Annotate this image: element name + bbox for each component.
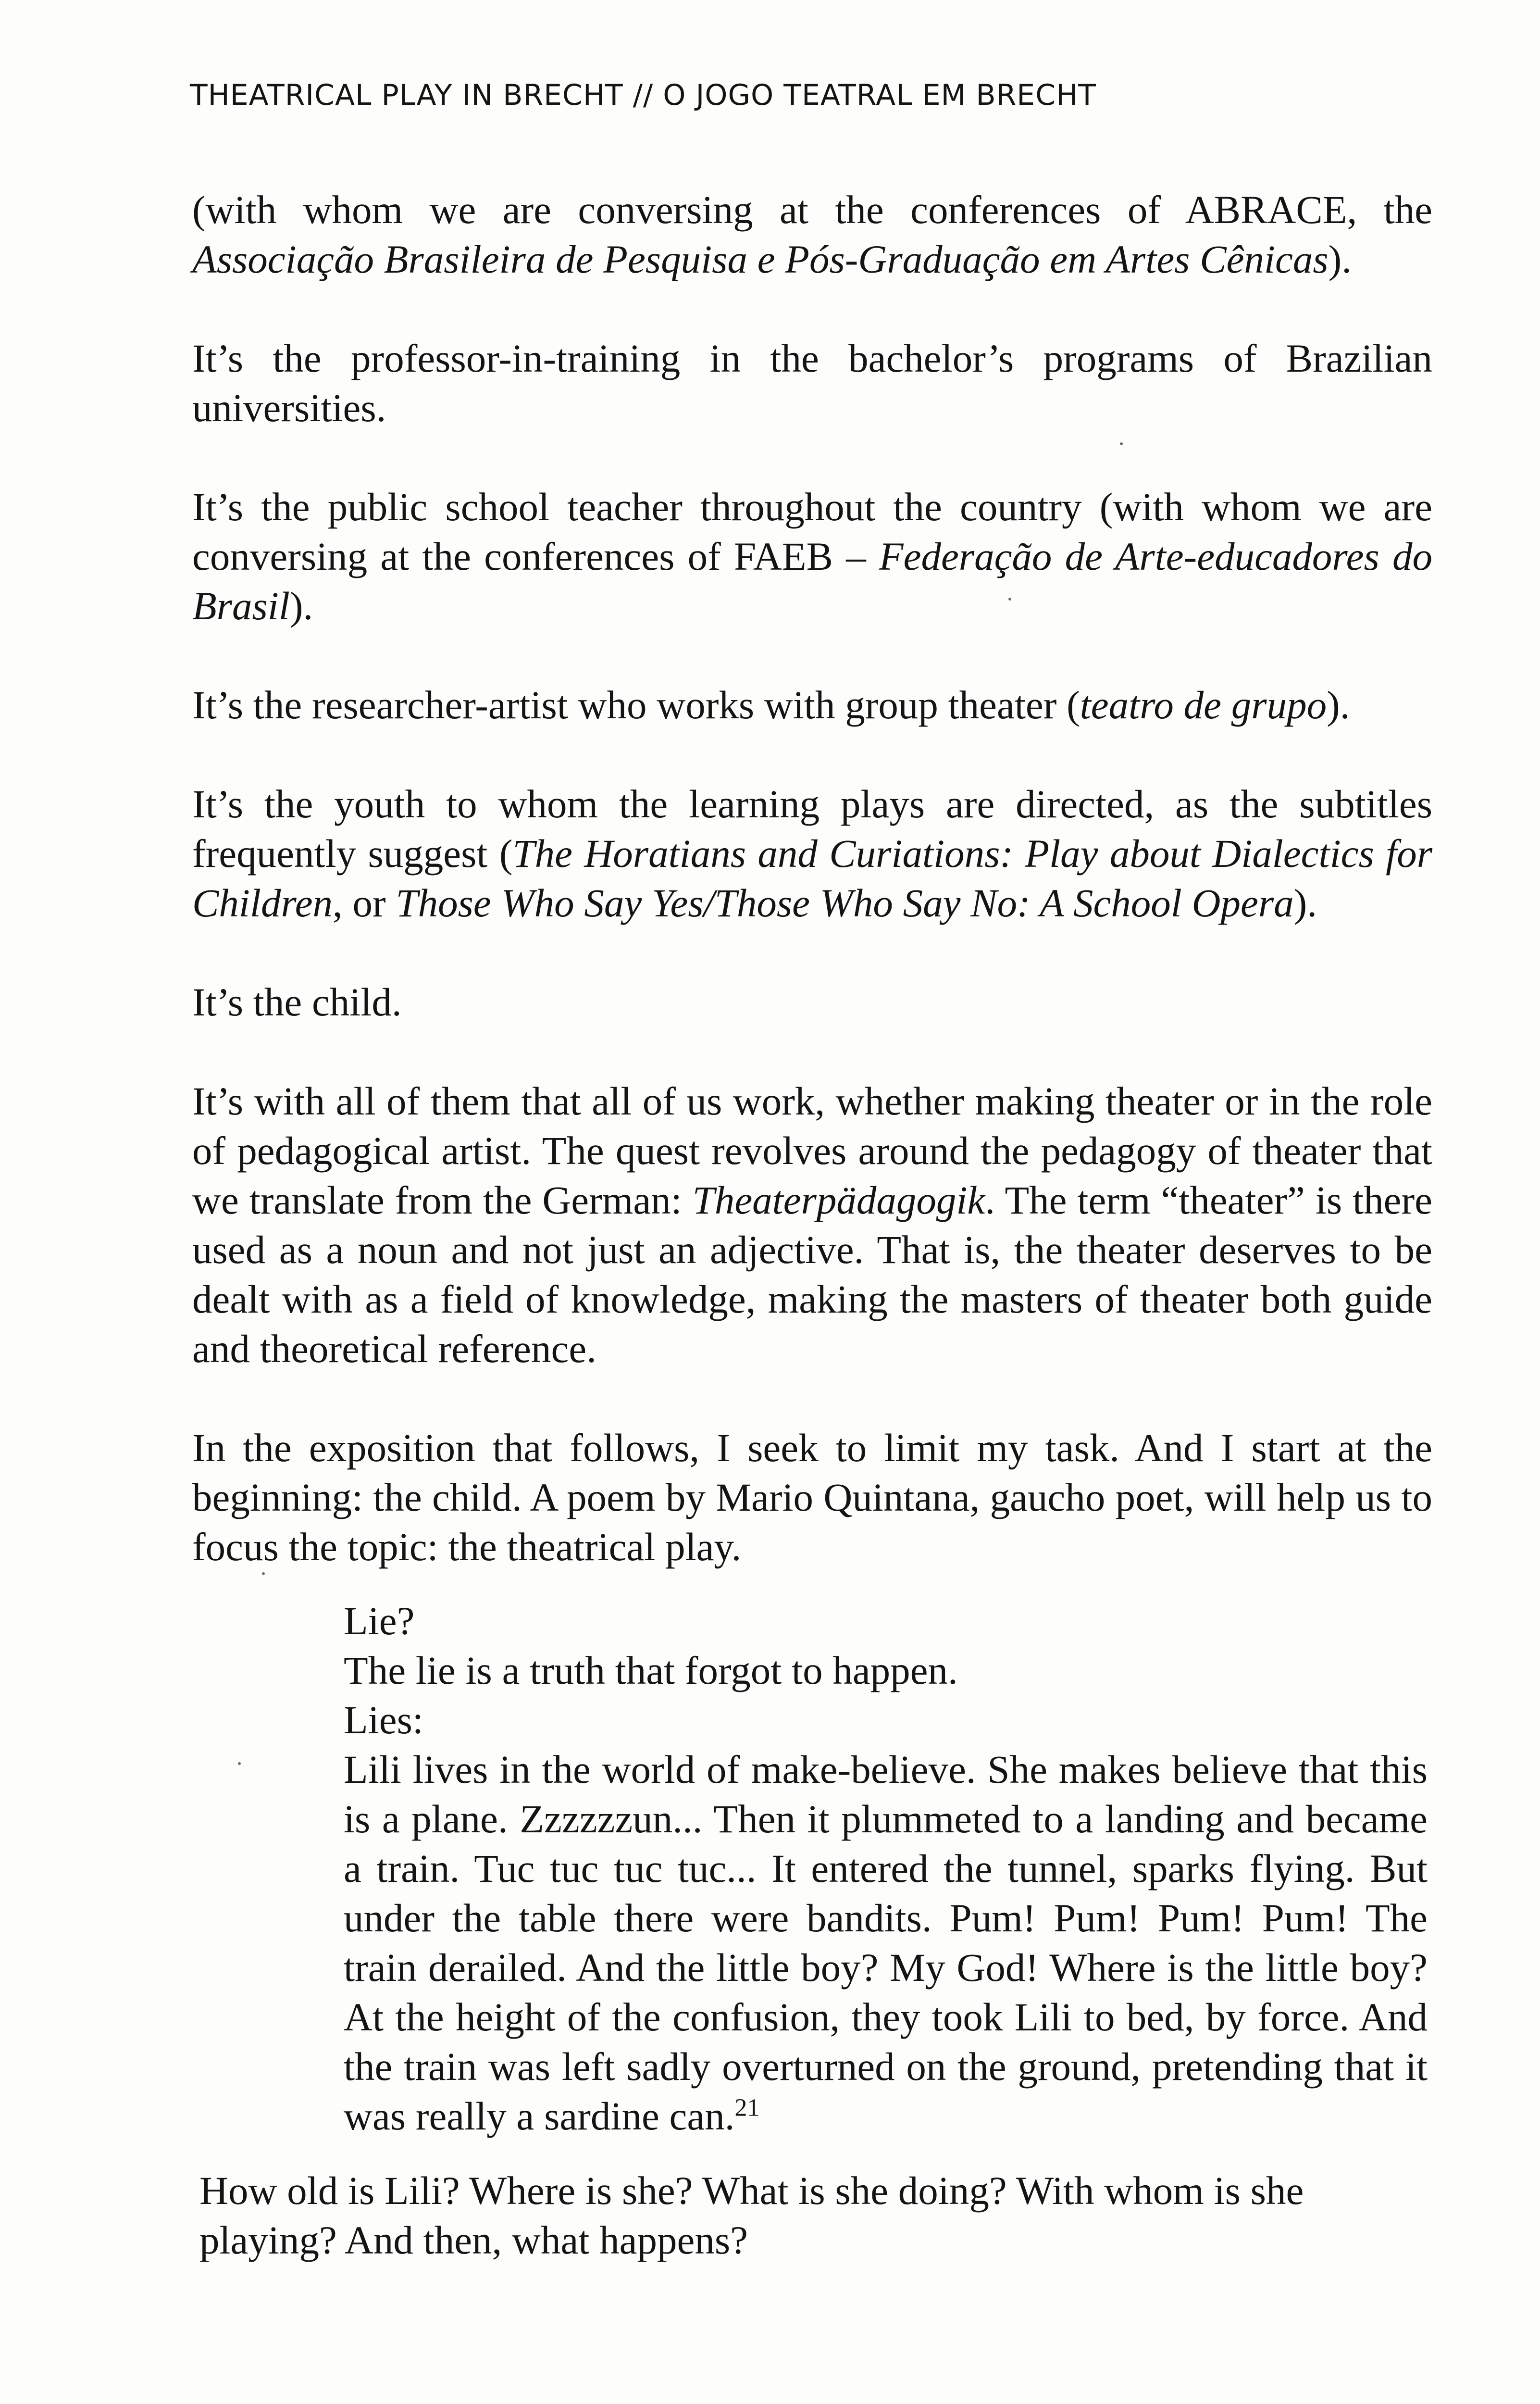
text-run: It’s the youth to whom the learning plays are directed, as the subtitles frequently suggest (	[192, 782, 1432, 876]
text-run: ).	[1328, 237, 1352, 281]
block-quote-poem	[344, 1596, 1428, 2141]
italic-text: teatro de grupo	[1080, 683, 1327, 727]
footnote-reference: 21	[734, 2094, 760, 2122]
scan-speck	[1120, 442, 1123, 445]
scan-speck	[238, 1762, 241, 1765]
paragraph	[192, 1077, 1432, 1374]
paragraph: In the exposition that follows, I seek to limit my task. And I start at the beginning: the child. A poem by Mario Quintana, gaucho poet, will help us to focus the topic: the theatrical play.	[192, 1426, 1432, 1569]
text-run: It’s the researcher-artist who works with group theater (	[192, 683, 1080, 727]
paragraph: How old is Lili? Where is she? What is she doing? With whom is she playing? And then, what happens?	[199, 2168, 1304, 2262]
paragraph	[192, 185, 1432, 284]
italic-text: Those Who Say Yes/Those Who Say No: A School Opera	[396, 881, 1294, 925]
poem-line: Lie?	[344, 1599, 415, 1643]
scan-speck	[1008, 598, 1011, 601]
text-run: . The term “theater” is there used as a noun and not just an adjective. That is, the theater deserves to be dealt with as a field of knowledge, making the masters of theater both guide and theoretical reference.	[192, 1178, 1432, 1371]
paragraph	[192, 482, 1432, 631]
poem-text: Lili lives in the world of make-believe. She makes believe that this is a plane. Zzzzzzun... Then it plummeted to a landing and became a train. Tuc tuc tuc tuc... It entered the tunnel, sparks flying. But under the table there were bandits. Pum! Pum! Pum! Pum! The train derailed. And the little boy? My God! Where is the little boy? At the height of the confusion, they took Lili to bed, by force. And the train was left sadly overturned on the ground, pretending that it was really a sardine can.	[344, 1747, 1428, 2138]
text-run: (with whom we are conversing at the conferences of ABRACE, the	[192, 188, 1432, 232]
italic-text: The Horatians and Curiations: Play about Dialectics for Children	[192, 831, 1433, 925]
text-run: ).	[1293, 881, 1317, 925]
body-text	[192, 185, 1432, 1572]
closing-paragraph	[199, 2166, 1440, 2265]
text-run: It’s the public school teacher throughout the country (with whom we are conversing at the conferences of FAEB –	[192, 485, 1432, 578]
poem-line: Lies:	[344, 1698, 423, 1742]
italic-text: Associação Brasileira de Pesquisa e Pós-Graduação em Artes Cênicas	[192, 237, 1329, 281]
text-run: It’s with all of them that all of us work, whether making theater or in the role of pedagogical artist. The quest revolves around the pedagogy of theater that we translate from the German:	[192, 1079, 1432, 1222]
scan-speck	[262, 1572, 265, 1575]
italic-text: Theaterpädagogik	[692, 1178, 985, 1222]
paragraph: It’s the child.	[192, 980, 402, 1024]
text-run: ).	[289, 584, 313, 628]
paragraph	[192, 680, 1432, 730]
running-header: THEATRICAL PLAY IN BRECHT // O JOGO TEATRAL EM BRECHT	[190, 78, 1096, 112]
text-run: ).	[1327, 683, 1350, 727]
paragraph	[192, 779, 1432, 928]
paragraph: It’s the professor-in-training in the bachelor’s programs of Brazilian universities.	[192, 336, 1432, 430]
text-run: , or	[333, 881, 396, 925]
poem-line: The lie is a truth that forgot to happen.	[344, 1648, 958, 1692]
italic-text: Federação de Arte-educadores do Brasil	[192, 534, 1432, 628]
poem-body	[344, 1745, 1428, 2141]
